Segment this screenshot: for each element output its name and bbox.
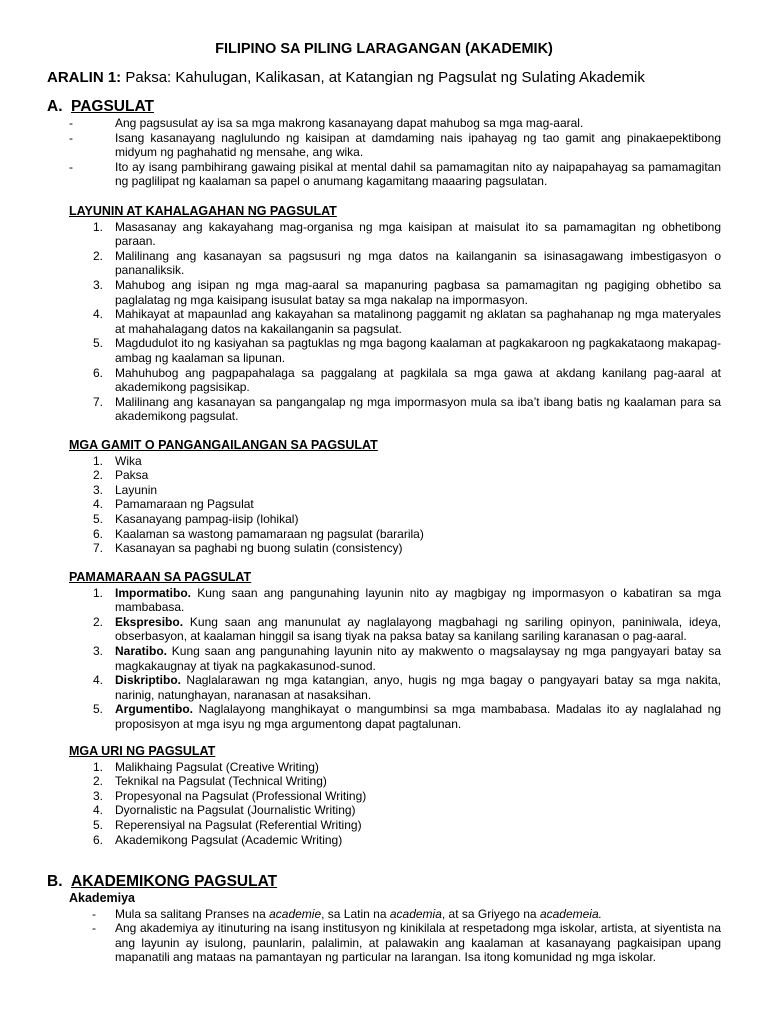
akademiya-subheading: Akademiya [69, 891, 136, 905]
list-item [69, 336, 721, 365]
section-b-name: AKADEMIKONG PAGSULAT [71, 873, 278, 890]
item-text: Naglalarawan ng mga katangian, anyo, hugis ng mga bagay o pangyayari batay sa mga nakita, narinig, natunghayan, naranasan at nasaksihan. [115, 673, 721, 702]
item-text: Wika [115, 453, 142, 468]
item-term: Impormatibo. [115, 585, 192, 600]
item-text: Masasanay ang kakayahang mag-organisa ng mga kaisipan at maisulat ito sa pamamagitan ng obhetibong paraan. [115, 219, 721, 249]
list-item [69, 497, 721, 512]
item-text: Naglalayong manghikayat o mangumbinsi sa mga mambabasa. Madalas ito ay naglalahad ng proposisyon at mga isyu ng mga argumentong dapat pagtalunan. [115, 702, 721, 731]
b1-text-1: Mula sa salitang Pranses na [115, 906, 270, 921]
pamamaraan-section [69, 570, 721, 732]
list-number: 4. [93, 497, 104, 512]
bullet-text: Ang pagsusulat ay isa sa mga makrong kasanayang dapat mahubog sa mga mag-aaral. [115, 116, 584, 130]
list-item [69, 307, 721, 336]
list-item [69, 907, 721, 922]
list-item [69, 483, 721, 498]
list-number: 5. [93, 336, 104, 351]
list-item [69, 395, 721, 424]
list-number: 7. [93, 394, 104, 409]
dash-marker: - [69, 130, 73, 145]
item-text: Mahuhubog ang pagpapahalaga sa paggalang at pagkilala sa mga gawa at akdang kanilang pag-aaral at akademikong pagsisikap. [115, 365, 721, 395]
list-item [69, 774, 721, 789]
item-text: Kung saan ang manunulat ay naglalayong magbahagi ng sariling opinyon, paniniwala, ideya, obserbasyon, at kaalaman hinggil sa isang tiyak na paksa batay sa kanilang sariling karanasan o pag-aaral. [115, 614, 721, 644]
item-text: Teknikal na Pagsulat (Technical Writing) [115, 774, 327, 789]
list-number: 4. [93, 803, 104, 818]
list-item [69, 541, 721, 556]
item-text: Kasanayang pampag-iisip (lohikal) [115, 511, 299, 526]
lesson-topic: Paksa: Kahulugan, Kalikasan, at Katangian ng Pagsulat ng Sulating Akademik [125, 69, 645, 86]
list-item [69, 833, 721, 848]
list-number: 6. [93, 832, 104, 847]
dash-marker: - [69, 159, 73, 174]
list-item [69, 673, 721, 702]
item-text: Malilinang ang kasanayan sa pangangalap ng mga impormasyon mula sa iba’t ibang batis ng kaalaman para sa akademikong pagsulat. [115, 394, 721, 424]
item-text: Kung saan ang pangunahing layunin nito ay makwento o magsalaysay ng mga pangyayari batay sa magkakaugnay at tiyak na pagkakasunod-sunod. [115, 643, 721, 673]
list-item [69, 921, 721, 965]
b1-term-greek: academeia. [539, 906, 602, 921]
section-a-heading [47, 98, 154, 116]
gamit-heading: MGA GAMIT O PANGANGAILANGAN SA PAGSULAT [69, 438, 378, 452]
gamit-section [69, 438, 721, 556]
item-text: Malikhaing Pagsulat (Creative Writing) [115, 759, 319, 774]
list-number: 3. [93, 788, 104, 803]
section-a-name: PAGSULAT [71, 98, 154, 115]
list-item [69, 160, 721, 189]
list-item [69, 278, 721, 307]
pamamaraan-heading: PAMAMARAAN SA PAGSULAT [69, 570, 252, 584]
item-term: Naratibo. [115, 643, 168, 658]
list-number: 6. [93, 365, 104, 380]
dash-marker: - [69, 116, 73, 130]
item-text: Paksa [115, 468, 149, 483]
uri-heading: MGA URI NG PAGSULAT [69, 744, 216, 758]
list-number: 2. [93, 774, 104, 789]
b1-text-3: , at sa Griyego na [441, 906, 540, 921]
list-item [69, 454, 721, 469]
b2-text: Ang akademiya ay itinuturing na isang institusyon ng kinikilala at respetadong mga iskolar, artista, at siyentista na ang layunin ay isulong, paunlarin, palalimin, at palawakin ang kaalaman at kasanayang pagkaisipan upang mapanatili ang mataas na pamantayan ng particular na larangan. Isa itong komunidad ng mga iskolar. [115, 921, 721, 965]
list-item [69, 116, 721, 131]
b1-text-2: , sa Latin na [321, 906, 390, 921]
item-text: Pamamaraan ng Pagsulat [115, 497, 254, 512]
b1-term-latin: academia [389, 906, 442, 921]
list-item [69, 586, 721, 615]
bullet-text: Ito ay isang pambihirang gawaing pisikal at mental dahil sa pamamagitan nito ay naipapahayag sa pamamagitan ng paglilipat ng kaalaman sa papel o anumang kagamitang maaaring pagsulatan. [115, 159, 721, 189]
list-number: 3. [93, 643, 104, 658]
list-number: 5. [93, 702, 104, 717]
item-text: Dyornalistic na Pagsulat (Journalistic Writing) [115, 803, 356, 818]
list-number: 6. [93, 526, 104, 541]
item-term: Ekspresibo. [115, 614, 184, 629]
layunin-section [69, 204, 721, 424]
list-item [69, 702, 721, 731]
list-number: 1. [93, 585, 104, 600]
list-number: 1. [93, 453, 104, 468]
item-term: Argumentibo. [115, 702, 193, 717]
list-item [69, 131, 721, 160]
list-number: 3. [93, 482, 104, 497]
list-item [69, 789, 721, 804]
list-number: 3. [93, 277, 104, 292]
item-text: Malilinang ang kasanayan sa pagsusuri ng mga datos na kailanganin sa isinasagawang imbestigasyon o pananaliksik. [115, 248, 721, 278]
list-item [69, 366, 721, 395]
list-item [69, 527, 721, 542]
list-item [69, 468, 721, 483]
list-item [69, 512, 721, 527]
list-item [69, 220, 721, 249]
list-item [69, 615, 721, 644]
item-text: Mahikayat at mapaunlad ang kakayahan sa matalinong paggamit ng aklatan sa paghahanap ng mga materyales at mahahalagang datos na kakailanganin sa pagsulat. [115, 307, 721, 336]
uri-section [69, 744, 721, 847]
item-text: Magdudulot ito ng kasiyahan sa pagtuklas ng mga bagong kaalaman at pagkakaroon ng pagkakataong makapag-ambag ng kaalaman sa lipunan. [115, 336, 721, 365]
section-a-bullets [69, 116, 721, 189]
list-item [69, 818, 721, 833]
list-number: 2. [93, 614, 104, 629]
lesson-heading [47, 69, 747, 87]
list-number: 5. [93, 511, 104, 526]
list-number: 4. [93, 673, 104, 688]
section-b-heading [47, 873, 277, 891]
section-b-letter: B. [47, 873, 63, 890]
item-text: Kasanayan sa paghabi ng buong sulatin (consistency) [115, 541, 403, 556]
list-number: 7. [93, 541, 104, 556]
item-text: Kaalaman sa wastong pamamaraan ng pagsulat (bararila) [115, 526, 424, 541]
list-item [69, 644, 721, 673]
item-text: Layunin [115, 482, 158, 497]
list-item [69, 803, 721, 818]
list-number: 1. [93, 219, 104, 234]
bullet-text: Isang kasanayang naglulundo ng kaisipan at damdaming nais ipahayag ng tao gamit ang pinakaepektibong midyum ng paghahatid ng mensahe, ang wika. [115, 130, 721, 160]
b1-term-french: academie [269, 906, 322, 921]
layunin-heading: LAYUNIN AT KAHALAGAHAN NG PAGSULAT [69, 204, 337, 218]
section-b-body [69, 891, 721, 965]
list-number: 1. [93, 759, 104, 774]
section-a-letter: A. [47, 98, 63, 115]
list-number: 5. [93, 817, 104, 832]
document-title: FILIPINO SA PILING LARAGANGAN (AKADEMIK) [215, 41, 553, 57]
list-item [69, 760, 721, 775]
list-number: 2. [93, 468, 104, 483]
item-term: Diskriptibo. [115, 673, 182, 688]
list-item [69, 249, 721, 278]
item-text: Mahubog ang isipan ng mga mag-aaral sa mapanuring pagbasa sa pamamagitan ng pagiging obhetibo sa paglalatag ng mga kaisipang isusulat batay sa mga nakalap na impormasyon. [115, 277, 721, 307]
item-text: Propesyonal na Pagsulat (Professional Writing) [115, 788, 367, 803]
lesson-label: ARALIN 1: [47, 69, 122, 86]
dash-marker: - [92, 906, 96, 921]
item-text: Reperensiyal na Pagsulat (Referential Writing) [115, 817, 362, 832]
list-number: 4. [93, 307, 104, 322]
item-text: Akademikong Pagsulat (Academic Writing) [115, 832, 343, 847]
dash-marker: - [92, 921, 96, 936]
item-text: Kung saan ang pangunahing layunin nito ay magbigay ng impormasyon o kabatiran sa mga mambabasa. [115, 585, 721, 615]
list-number: 2. [93, 248, 104, 263]
